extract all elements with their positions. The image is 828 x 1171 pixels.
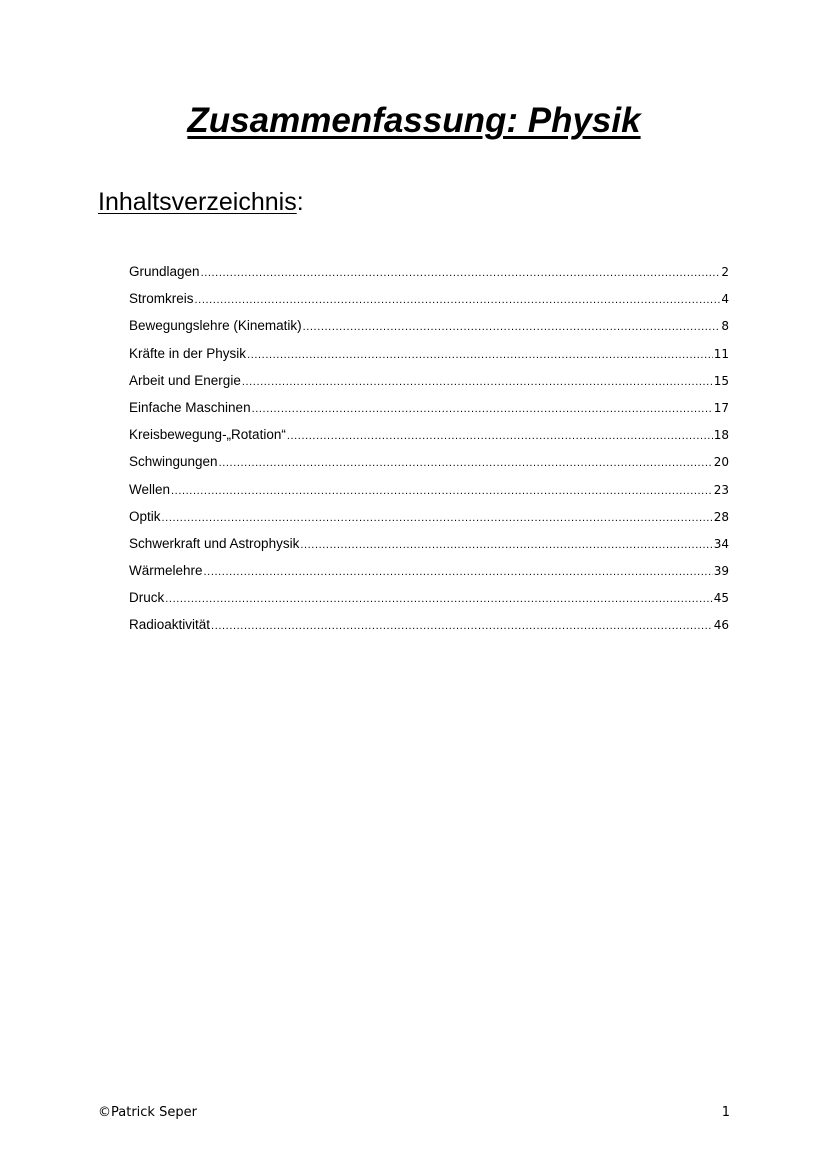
toc-entry-kreisbewegung[interactable] — [129, 423, 729, 450]
toc-heading — [98, 185, 304, 219]
toc-entry-title: Arbeit und Energie — [129, 372, 241, 388]
toc-entry-title: Bewegungslehre (Kinematik) — [129, 318, 302, 334]
footer-copyright: ©Patrick Seper — [98, 1105, 197, 1120]
document-title: Zusammenfassung: Physik — [187, 101, 641, 140]
toc-dot-leader — [165, 587, 712, 611]
toc-entry-title: Wellen — [129, 481, 171, 497]
toc-entry-page: 20 — [713, 455, 729, 470]
toc-entry-title: Einfache Maschinen — [129, 399, 251, 415]
toc-dot-leader — [171, 479, 713, 503]
toc-dot-leader — [162, 506, 713, 530]
toc-entry-stromkreis[interactable] — [129, 287, 729, 314]
toc-entry-page: 15 — [713, 373, 729, 388]
toc-dot-leader — [303, 315, 721, 339]
toc-dot-leader — [211, 614, 713, 638]
toc-entry-page: 18 — [713, 428, 729, 443]
toc-entry-schwingungen[interactable] — [129, 450, 729, 477]
toc-dot-leader — [247, 343, 713, 367]
footer-page-number: 1 — [721, 1105, 730, 1120]
toc-heading-text: Inhaltsverzeichnis — [98, 188, 297, 216]
toc-entry-page: 4 — [721, 292, 729, 307]
toc-entry-arbeit-energie[interactable] — [129, 369, 729, 396]
toc-entry-title: Grundlagen — [129, 264, 200, 279]
toc-entry-grundlagen[interactable] — [129, 260, 729, 287]
toc-dot-leader — [204, 560, 713, 584]
toc-entry-title: Schwingungen — [129, 454, 218, 470]
toc-entry-page: 45 — [713, 591, 729, 606]
toc-entry-title: Optik — [129, 508, 161, 524]
toc-entry-page: 2 — [721, 265, 729, 279]
toc-entry-einfache-maschinen[interactable] — [129, 396, 729, 423]
toc-entry-title: Kreisbewegung-„Rotation“ — [129, 427, 286, 443]
toc-dot-leader — [252, 397, 713, 421]
toc-entry-page: 46 — [713, 618, 729, 633]
table-of-contents — [129, 260, 729, 641]
toc-entry-waermelehre[interactable] — [129, 559, 729, 586]
toc-entry-page: 23 — [713, 482, 729, 497]
toc-entry-title: Wärmelehre — [129, 563, 203, 579]
toc-entry-schwerkraft[interactable] — [129, 532, 729, 559]
toc-entry-optik[interactable] — [129, 505, 729, 532]
toc-entry-wellen[interactable] — [129, 478, 729, 505]
toc-dot-leader — [300, 533, 712, 557]
toc-entry-page: 17 — [713, 400, 729, 415]
toc-entry-page: 8 — [721, 319, 729, 334]
toc-entry-title: Stromkreis — [129, 291, 194, 307]
toc-entry-page: 28 — [713, 509, 729, 524]
toc-dot-leader — [201, 261, 721, 285]
toc-entry-page: 11 — [713, 346, 729, 361]
toc-dot-leader — [219, 451, 713, 475]
toc-dot-leader — [195, 288, 721, 312]
toc-dot-leader — [287, 424, 713, 448]
toc-entry-title: Schwerkraft und Astrophysik — [129, 535, 300, 551]
toc-entry-bewegungslehre[interactable] — [129, 314, 729, 341]
toc-entry-page: 39 — [713, 564, 729, 579]
toc-entry-kraefte[interactable] — [129, 342, 729, 369]
toc-entry-radioaktivitaet[interactable] — [129, 613, 729, 640]
toc-entry-title: Druck — [129, 590, 165, 606]
toc-entry-page: 34 — [713, 536, 729, 551]
toc-entry-druck[interactable] — [129, 586, 729, 613]
toc-entry-title: Radioaktivität — [129, 617, 211, 633]
toc-heading-colon: : — [296, 188, 304, 216]
toc-dot-leader — [242, 370, 713, 394]
toc-entry-title: Kräfte in der Physik — [129, 345, 247, 361]
